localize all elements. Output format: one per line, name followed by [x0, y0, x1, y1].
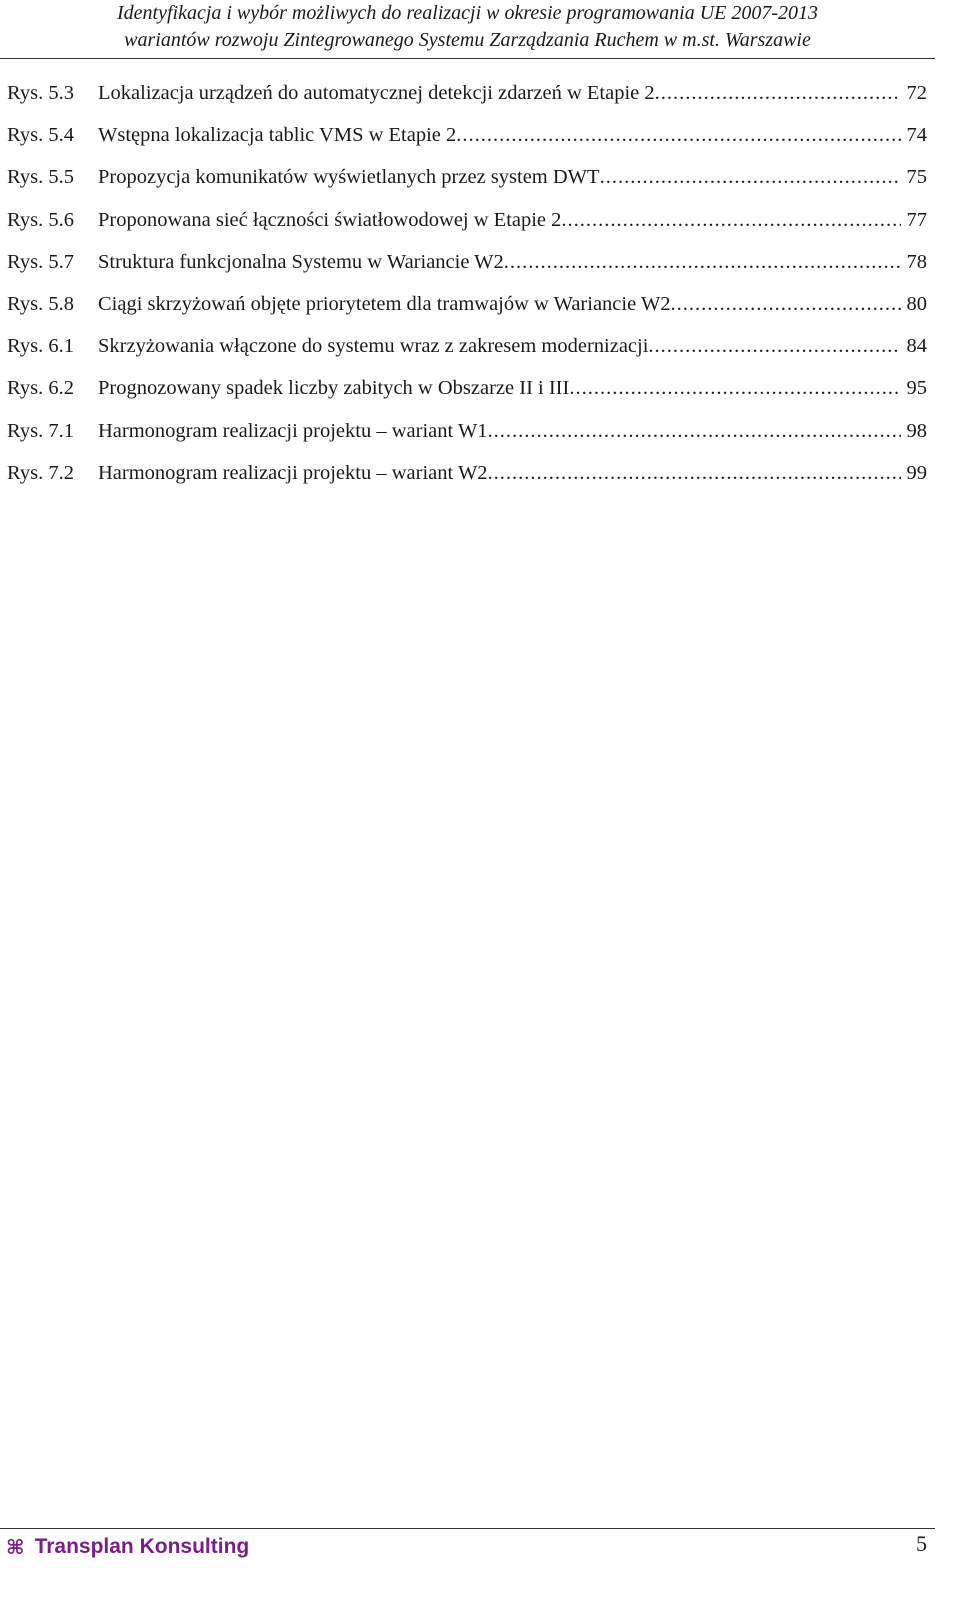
toc-entry-number: Rys. 7.2	[7, 461, 74, 484]
toc-entry-number: Rys. 7.1	[7, 419, 74, 442]
page-number: 5	[916, 1531, 927, 1556]
toc-entry[interactable]	[7, 452, 927, 494]
toc-dot-leader	[504, 241, 901, 283]
toc-entry-number: Rys. 5.7	[7, 250, 74, 273]
toc-entry-page: 74	[906, 124, 927, 147]
toc-entry[interactable]	[7, 72, 927, 114]
toc-entry-page: 80	[906, 292, 927, 315]
toc-dot-leader	[569, 367, 900, 409]
toc-entry-page: 84	[906, 335, 927, 358]
toc-entry-page: 72	[906, 82, 927, 104]
toc-entry-title: Proponowana sieć łączności światłowodowej w Etapie 2	[98, 208, 562, 231]
page-footer	[0, 1528, 935, 1589]
toc-entry-title: Harmonogram realizacji projektu – wariant W2	[98, 461, 488, 484]
toc-entry-title: Propozycja komunikatów wyświetlanych przez system DWT	[98, 166, 600, 189]
toc-entry[interactable]	[7, 156, 927, 198]
toc-dot-leader	[456, 114, 900, 156]
toc-entry[interactable]	[7, 367, 927, 409]
toc-entry-number: Rys. 5.5	[7, 166, 74, 189]
toc-entry[interactable]	[7, 114, 927, 156]
toc-dot-leader	[600, 156, 901, 198]
toc-entry-number: Rys. 6.2	[7, 377, 74, 400]
toc-entry[interactable]	[7, 283, 927, 325]
toc-entry-title: Ciągi skrzyżowań objęte priorytetem dla tramwajów w Wariancie W2	[98, 292, 671, 315]
toc-entry-number: Rys. 5.8	[7, 292, 74, 315]
toc-entry-title: Wstępna lokalizacja tablic VMS w Etapie 2	[98, 124, 457, 147]
toc-entry[interactable]	[7, 241, 927, 283]
toc-entry[interactable]	[7, 410, 927, 452]
toc-entry-page: 75	[906, 166, 927, 189]
toc-entry-title: Prognozowany spadek liczby zabitych w Obszarze II i III	[98, 377, 570, 400]
toc-entry-title: Struktura funkcjonalna Systemu w Wariancie W2	[98, 250, 504, 273]
footer-brand	[6, 1535, 249, 1559]
toc-dot-leader	[671, 283, 901, 325]
toc-entry-page: 99	[906, 461, 927, 484]
toc-entry[interactable]	[7, 199, 927, 241]
command-icon: ⌘	[6, 1535, 25, 1559]
toc-entry[interactable]	[7, 325, 927, 367]
toc-dot-leader	[648, 325, 900, 367]
header-title-line-1: Identyfikacja i wybór możliwych do realizacji w okresie programowania UE 2007-2013	[116, 2, 819, 24]
toc-entry-page: 95	[906, 377, 927, 400]
page-header	[0, 0, 935, 59]
toc-dot-leader	[655, 72, 901, 114]
toc-entry-number: Rys. 5.4	[7, 124, 74, 147]
toc-entry-number: Rys. 5.3	[7, 82, 74, 104]
list-of-figures	[7, 72, 927, 494]
toc-entry-number: Rys. 5.6	[7, 208, 74, 231]
footer-brand-name: Transplan Konsulting	[34, 1535, 250, 1558]
toc-entry-title: Skrzyżowania włączone do systemu wraz z zakresem modernizacji	[98, 335, 649, 358]
toc-dot-leader	[488, 452, 901, 494]
toc-dot-leader	[561, 199, 900, 241]
toc-entry-title: Lokalizacja urządzeń do automatycznej detekcji zdarzeń w Etapie 2	[98, 82, 655, 104]
toc-entry-number: Rys. 6.1	[7, 335, 74, 358]
toc-entry-page: 78	[906, 250, 927, 273]
toc-entry-page: 98	[906, 419, 927, 442]
header-title-line-2: wariantów rozwoju Zintegrowanego Systemu Zarządzania Ruchem w m.st. Warszawie	[124, 29, 811, 51]
toc-entry-page: 77	[906, 208, 927, 231]
toc-dot-leader	[488, 410, 901, 452]
toc-entry-title: Harmonogram realizacji projektu – wariant W1	[98, 419, 488, 442]
